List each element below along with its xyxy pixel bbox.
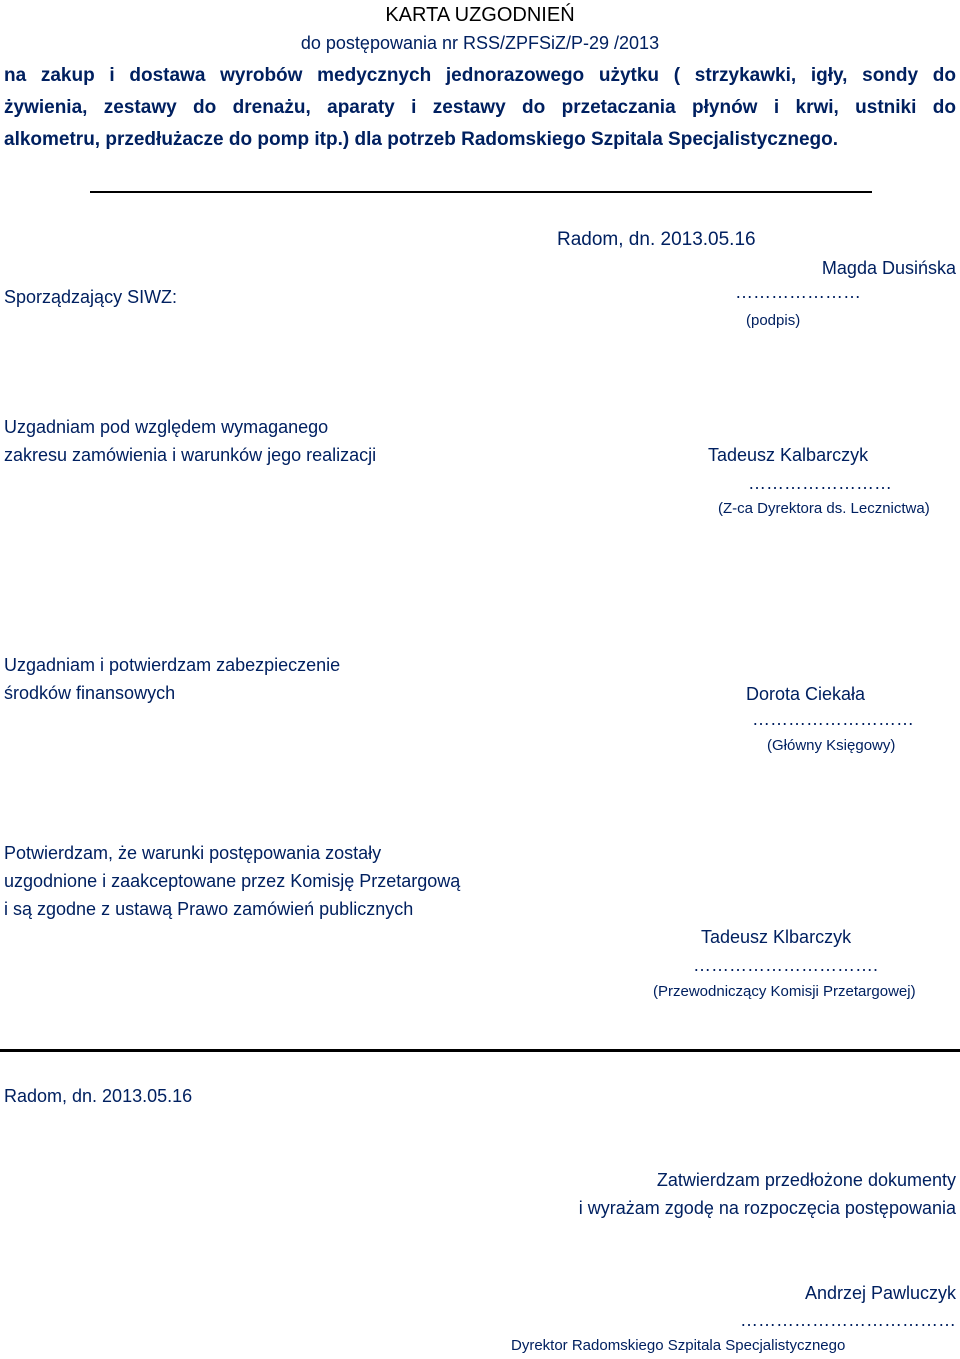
finance-approver-name: Dorota Ciekała	[746, 684, 866, 704]
footer-divider	[0, 1049, 960, 1052]
preparer-label: Sporządzający SIWZ:	[4, 287, 178, 307]
footer-approval-line: Zatwierdzam przedłożone dokumenty	[656, 1170, 956, 1190]
commission-chair-role: (Przewodniczący Komisji Przetargowej)	[653, 983, 916, 1000]
preparer-name: Magda Dusińska	[821, 258, 956, 278]
footer-approval-text	[579, 1166, 956, 1222]
scope-approval-line: Uzgadniam pod względem wymaganego	[4, 417, 329, 437]
commission-approval-text	[4, 839, 460, 923]
finance-approval-line: Uzgadniam i potwierdzam zabezpieczenie	[4, 655, 341, 675]
scope-signature-dots: ……………………	[748, 473, 892, 493]
scope-approval-line: zakresu zamówienia i warunków jego realizacji	[4, 445, 377, 465]
preparer-signature-dots: …………………	[735, 282, 861, 302]
scope-approval-text	[4, 413, 376, 469]
commission-approval-line: uzgodnione i zaakceptowane przez Komisję Przetargową	[4, 871, 461, 891]
finance-approval-line: środków finansowych	[4, 683, 176, 703]
commission-approval-line: Potwierdzam, że warunki postępowania zostały	[4, 843, 382, 863]
header-divider	[90, 191, 872, 193]
preparer-date: Radom, dn. 2013.05.16	[557, 229, 756, 250]
subject-line: żywienia, zestawy do drenażu, aparaty i zestawy do przetaczania płynów i krwi, ustniki do	[4, 97, 956, 118]
scope-approver-role: (Z-ca Dyrektora ds. Lecznictwa)	[718, 500, 930, 517]
document-subtitle: do postępowania nr RSS/ZPFSiZ/P-29 /2013	[300, 33, 660, 53]
finance-signature-dots: ………………………	[752, 709, 914, 729]
director-name: Andrzej Pawluczyk	[804, 1283, 956, 1303]
subject-line: alkometru, przedłużacze do pomp itp.) dla potrzeb Radomskiego Szpitala Specjalistycznego.	[4, 129, 839, 150]
document-title: KARTA UZGODNIEŃ	[385, 4, 575, 26]
commission-signature-dots: ………………………….	[693, 955, 879, 975]
commission-approval-line: i są zgodne z ustawą Prawo zamówień publicznych	[4, 899, 414, 919]
finance-approver-role: (Główny Księgowy)	[767, 737, 896, 754]
finance-approval-text	[4, 651, 340, 707]
footer-date: Radom, dn. 2013.05.16	[4, 1086, 193, 1106]
director-signature-dots: ………………………………	[740, 1310, 956, 1330]
scope-approver-name: Tadeusz Kalbarczyk	[708, 445, 869, 465]
footer-approval-line: i wyrażam zgodę na rozpoczęcia postępowania	[578, 1198, 956, 1218]
director-role: Dyrektor Radomskiego Szpitala Specjalistycznego	[511, 1337, 846, 1354]
commission-chair-name: Tadeusz Klbarczyk	[701, 927, 852, 947]
procurement-subject	[4, 60, 956, 156]
subject-line: na zakup i dostawa wyrobów medycznych jednorazowego użytku ( strzykawki, igły, sondy do	[4, 65, 956, 86]
preparer-role: (podpis)	[746, 312, 801, 329]
